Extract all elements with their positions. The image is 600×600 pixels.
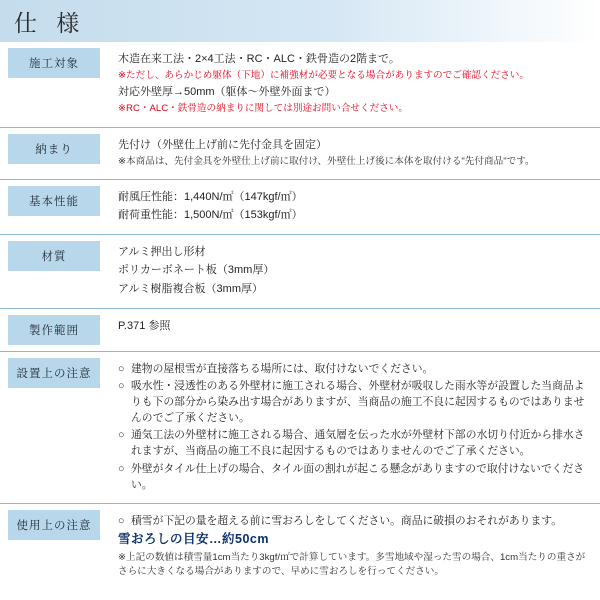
row-content-cell xyxy=(106,127,600,179)
row-label-cell xyxy=(0,308,106,351)
row-content-cell xyxy=(106,42,600,127)
highlight-text: 雪おろしの目安…約50cm xyxy=(118,532,269,547)
bullet-item xyxy=(118,427,590,459)
bullet-marker: ○ xyxy=(118,429,125,442)
page-header xyxy=(0,0,600,42)
row-label-cell xyxy=(0,42,106,127)
text-line: アルミ樹脂複合板（3mm厚） xyxy=(118,282,264,295)
row-label: 施工対象 xyxy=(8,48,100,78)
page-title: 仕 様 xyxy=(14,10,86,37)
bullet-item xyxy=(118,461,590,493)
row-label-cell xyxy=(0,351,106,504)
row-label: 設置上の注意 xyxy=(8,358,100,388)
row-content-cell xyxy=(106,308,600,351)
bullet-text: 吸水性・浸透性のある外壁材に施工される場合、外壁材が吸収した雨水等が設置した当商品よりも下の部分から染み出す場合がありますが、当商品の施工不良に起因するものではありませんのでご了承ください。 xyxy=(131,379,585,425)
bullet-marker: ○ xyxy=(118,362,125,375)
row-label-cell xyxy=(0,235,106,308)
row-label: 納まり xyxy=(8,134,100,164)
table-row xyxy=(0,351,600,504)
text-line: 対応外壁厚→50mm（躯体～外壁外面まで） xyxy=(118,86,336,99)
text-line: 耐風圧性能：1,440N/㎡（147kgf/㎡） xyxy=(118,191,303,204)
bullet-marker: ○ xyxy=(118,379,125,392)
row-content-cell xyxy=(106,504,600,590)
row-label: 使用上の注意 xyxy=(8,510,100,540)
text-line: 耐荷重性能：1,500N/㎡（153kgf/㎡） xyxy=(118,209,303,222)
bullet-item xyxy=(118,361,590,377)
row-label: 材質 xyxy=(8,241,100,271)
footnote: ※本商品は、先付金具を外壁仕上げ前に取付け、外壁仕上げ後に本体を取付ける"先付商品"です。 xyxy=(118,155,535,167)
table-row xyxy=(0,127,600,179)
row-label-cell xyxy=(0,504,106,590)
row-label-cell xyxy=(0,180,106,235)
bullet-text: 積雪が下記の量を超える前に雪おろしをしてください。商品に破損のおそれがあります。 xyxy=(131,515,563,528)
bullet-item xyxy=(118,513,590,529)
row-content-cell xyxy=(106,235,600,308)
table-row xyxy=(0,504,600,590)
warning-note: ※ただし、あらかじめ躯体（下地）に補強材が必要となる場合がありますのでご確認ください。 xyxy=(118,70,529,82)
table-row xyxy=(0,42,600,127)
bullet-text: 通気工法の外壁材に施工される場合、通気層を伝った水が外壁材下部の水切り付近から排水されますが、当商品の施工不良に起因するものではありませんのでご了承ください。 xyxy=(131,429,585,458)
text-line: 木造在来工法・2×4工法・RC・ALC・鉄骨造の2階まで。 xyxy=(118,53,400,65)
row-label: 製作範囲 xyxy=(8,315,100,345)
row-label-cell xyxy=(0,127,106,179)
warning-note: ※RC・ALC・鉄骨造の納まりに関しては別途お問い合せください。 xyxy=(118,103,408,115)
text-line: アルミ押出し形材 xyxy=(118,246,206,259)
text-line: P.371 参照 xyxy=(118,319,171,332)
row-label: 基本性能 xyxy=(8,186,100,216)
row-content-cell xyxy=(106,180,600,235)
bullet-text: 建物の屋根雪が直接落ちる場所には、取付けないでください。 xyxy=(131,362,434,375)
bullet-text: 外壁がタイル仕上げの場合、タイル面の割れが起こる懸念がありますので取付けないでください。 xyxy=(131,462,585,491)
bullet-marker: ○ xyxy=(118,462,125,475)
text-line: ポリカーボネート板（3mm厚） xyxy=(118,264,275,277)
row-content-cell xyxy=(106,351,600,504)
bullet-marker: ○ xyxy=(118,515,125,528)
specification-table xyxy=(0,42,600,589)
bullet-item xyxy=(118,378,590,427)
footnote: ※上記の数値は積雪量1cm当たり3kgf/㎡で計算しています。多雪地域や湿った雪の場合、1cm当たりの重さがさらに大きくなる場合がありますので、早めに雪おろしを行ってください。 xyxy=(118,551,586,577)
table-row xyxy=(0,235,600,308)
text-line: 先付け（外壁仕上げ前に先付金具を固定） xyxy=(118,138,327,151)
table-row xyxy=(0,308,600,351)
table-row xyxy=(0,180,600,235)
